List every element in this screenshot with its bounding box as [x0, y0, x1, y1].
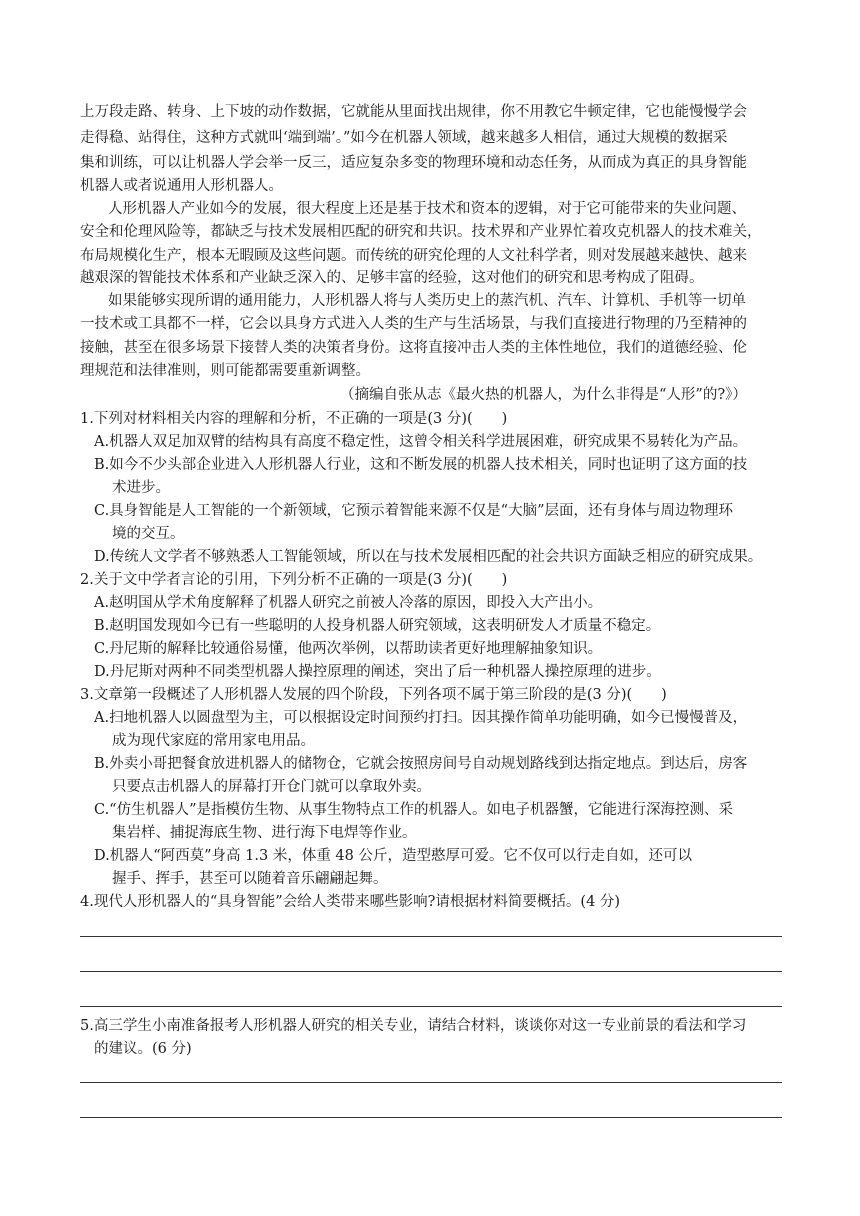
answer-line-q4-2[interactable]	[80, 971, 782, 972]
answer-line-q5-1[interactable]	[80, 1082, 782, 1083]
passage-p3-line-2: 一技术或工具都不一样，它会以具身方式进入人类的生产与生活场景，与我们直接进行物理的乃至精神的	[80, 316, 747, 332]
passage-p2-line-3: 布局规模化生产，根本无暇顾及这些问题。而传统的研究伦理的人文社科学者，则对发展越来越快、越来	[80, 248, 747, 264]
passage-source: （摘编自张从志《最火热的机器人，为什么非得是“人形”的?》）	[340, 387, 747, 403]
question-2-option-b: B.赵明国发现如今已有一些聪明的人投身机器人研究领域，这表明研发人才质量不稳定。	[94, 618, 661, 634]
question-2-stem: 2.关于文中学者言论的引用，下列分析不正确的一项是(3 分)( )	[80, 572, 508, 588]
question-1-option-b-line-1: B.如今不少头部企业进入人形机器人行业，这和不断发展的机器人技术相关，同时也证明了这方面的技	[94, 457, 748, 473]
question-3-option-a-line-2: 成为现代家庭的常用家电用品。	[112, 733, 315, 749]
passage-p2-line-2: 安全和伦理风险等，都缺乏与技术发展相匹配的研究和共识。技术界和产业界忙着攻克机器人的技术难关，	[80, 224, 762, 240]
question-3-stem: 3.文章第一段概述了人形机器人发展的四个阶段，下列各项不属于第三阶段的是(3 分)( )	[80, 687, 667, 703]
question-3-option-a-line-1: A.扫地机器人以圆盘型为主，可以根据设定时间预约打扫。因其操作简单功能明确，如今已慢慢普及，	[94, 710, 748, 726]
question-3-option-c-line-2: 集岩样、捕捉海底生物、进行海下电焊等作业。	[112, 825, 417, 841]
question-1-option-c-line-2: 境的交互。	[112, 526, 185, 542]
question-1-option-b-line-2: 术进步。	[112, 480, 170, 496]
passage-p2-line-4: 越艰深的智能技术体系和产业缺乏深入的、足够丰富的经验，这对他们的研究和思考构成了阻碍。	[80, 270, 704, 286]
question-3-option-b-line-1: B.外卖小哥把餐食放进机器人的储物仓，它就会按照房间号自动规划路线到达指定地点。到达后，房客	[94, 756, 748, 772]
passage-p3-line-3: 接触，甚至在很多场景下接替人类的决策者身份。这将直接冲击人类的主体性地位，我们的道德经验、伦	[80, 340, 747, 356]
question-3-option-b-line-2: 只要点击机器人的屏幕打开仓门就可以拿取外卖。	[112, 779, 431, 795]
question-2-option-a: A.赵明国从学术角度解释了机器人研究之前被人冷落的原因，即投入大产出小。	[94, 595, 603, 611]
question-2-option-c: C.丹尼斯的解释比较通俗易懂，他两次举例，以帮助读者更好地理解抽象知识。	[94, 641, 603, 657]
question-3-option-d-line-1: D.机器人“阿西莫”身高 1.3 米，体重 48 公斤，造型憨厚可爱。它不仅可以行走自如，还可以	[94, 848, 692, 864]
passage-p2-line-1: 人形机器人产业如今的发展，很大程度上还是基于技术和资本的逻辑，对于它可能带来的失业问题、	[108, 201, 746, 217]
question-4-stem: 4.现代人形机器人的“具身智能”会给人类带来哪些影响?请根据材料简要概括。(4 分)	[80, 894, 621, 910]
question-3-option-c-line-1: C.“仿生机器人”是指模仿生物、从事生物特点工作的机器人。如电子机器蟹，它能进行深海控测、采	[94, 802, 734, 818]
question-1-option-d: D.传统人文学者不够熟悉人工智能领域，所以在与技术发展相匹配的社会共识方面缺乏相应的研究成果。	[94, 549, 763, 565]
passage-p3-line-1: 如果能够实现所谓的通用能力，人形机器人将与人类历史上的蒸汽机、汽车、计算机、手机等一切单	[108, 293, 746, 309]
question-1-option-c-line-1: C.具身智能是人工智能的一个新领域，它预示着智能来源不仅是“大脑”层面，还有身体与周边物理环	[94, 503, 734, 519]
question-5-stem-line-2: 的建议。(6 分)	[94, 1041, 192, 1057]
question-1-option-a: A.机器人双足加双臂的结构具有高度不稳定性，这曾令相关科学进展困难，研究成果不易转化为产品。	[94, 434, 748, 450]
question-3-option-d-line-2: 握手、挥手，甚至可以随着音乐翩翩起舞。	[112, 871, 388, 887]
answer-line-q4-1[interactable]	[80, 936, 782, 937]
question-5-stem-line-1: 5.高三学生小南准备报考人形机器人研究的相关专业，请结合材料，谈谈你对这一专业前景的看法和学习	[80, 1018, 747, 1034]
answer-line-q4-3[interactable]	[80, 1006, 782, 1007]
passage-p1-line-4: 机器人或者说通用人形机器人。	[80, 178, 283, 194]
passage-p3-line-4: 理规范和法律准则，则可能都需要重新调整。	[80, 363, 370, 379]
question-2-option-d: D.丹尼斯对两种不同类型机器人操控原理的阐述，突出了后一种机器人操控原理的进步。	[94, 664, 661, 680]
answer-line-q5-2[interactable]	[80, 1117, 782, 1118]
passage-p1-line-3: 集和训练，可以让机器人学会举一反三，适应复杂多变的物理环境和动态任务，从而成为真正的具身智能	[80, 155, 747, 171]
passage-p1-line-1: 上万段走路、转身、上下坡的动作数据，它就能从里面找出规律，你不用教它牛顿定律，它也能慢慢学会	[80, 104, 747, 120]
question-1-stem: 1.下列对材料相关内容的理解和分析，不正确的一项是(3 分)( )	[80, 411, 508, 427]
passage-p1-line-2: 走得稳、站得住，这种方式就叫‘端到端’。”如今在机器人领域，越来越多人相信，通过大规模的数据采	[80, 130, 728, 146]
